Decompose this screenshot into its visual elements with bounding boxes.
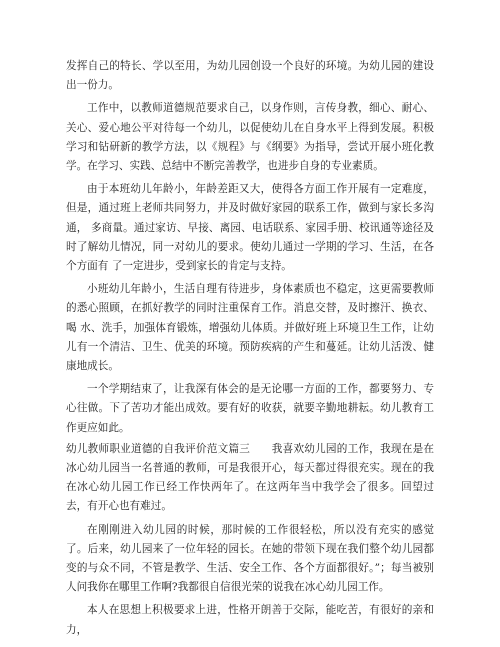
paragraph-6: 幼儿教师职业道德的自我评价范文篇三 我喜欢幼儿园的工作，我现在是在冰心幼儿园当一名普通的教师，可是我很开心，每天都过得很充实。现在的我在冰心幼儿园工作已经工作快两年了。在这两年当中我学会了很多。回望过去，有开心也有难过。: [66, 442, 434, 513]
paragraph-4: 小班幼儿年龄小，生活自理有待进步，身体素质也不稳定，这更需要教师的悉心照顾，在抓好教学的同时注重保育工作。消息交替，及时擦汗、换衣、喝 水、洗手，加强体育锻炼，增强幼儿体质。并做好班上环境卫生工作，让幼儿有一个清洁、卫生、优美的环境。预防疾病的产生和蔓延。让幼儿活泼、健康地成长。: [66, 283, 434, 373]
paragraph-5: 一个学期结束了，让我深有体会的是无论哪一方面的工作，都要努力、专心往做。下了苦功才能出成效。要有好的收获，就要辛勤地耕耘。幼儿教育工作更应如此。: [66, 383, 434, 434]
paragraph-3: 由于本班幼儿年龄小，年龄差距又大，使得各方面工作开展有一定难度，但是，通过班上老师共同努力，并及时做好家园的联系工作，做到与家长多沟 通， 多商量。通过家访、早接、离园、电话联系、家园手册、校讯通等途径及时了解幼儿情况，同一对幼儿的要求。使幼儿通过一学期的学习、生活，在各个方面有 了一定进步，受到家长的肯定与支持。: [66, 183, 434, 273]
paragraph-2: 工作中，以教师道德规范要求自己，以身作则，言传身教，细心、耐心、关心、爱心地公平对待每一个幼儿，以促使幼儿在自身水平上得到发展。积极学习和钻研新的教学方法，以《规程》与《纲要》为指导，尝试开展小班化教学。在学习、实践、总结中不断完善教学，也进步自身的专业素质。: [66, 102, 434, 173]
paragraph-7: 在刚刚进入幼儿园的时候，那时候的工作很轻松，所以没有充实的感觉了。后来，幼儿园来了一位年轻的园长。在她的带领下现在我们整个幼儿园都变的与众不同，不管是教学、生活、安全工作、各个方面都很好。”；每当被别人问我你在哪里工作啊?我都很自信很光荣的说我在冰心幼儿园工作。: [66, 523, 434, 594]
paragraph-1: 发挥自己的特长、学以至用，为幼儿园创设一个良好的环境。为幼儿园的建设出一份力。: [66, 60, 434, 92]
paragraph-8: 本人在思想上积极要求上进，性格开朗善于交际，能吃苦，有很好的亲和力，: [66, 604, 434, 636]
